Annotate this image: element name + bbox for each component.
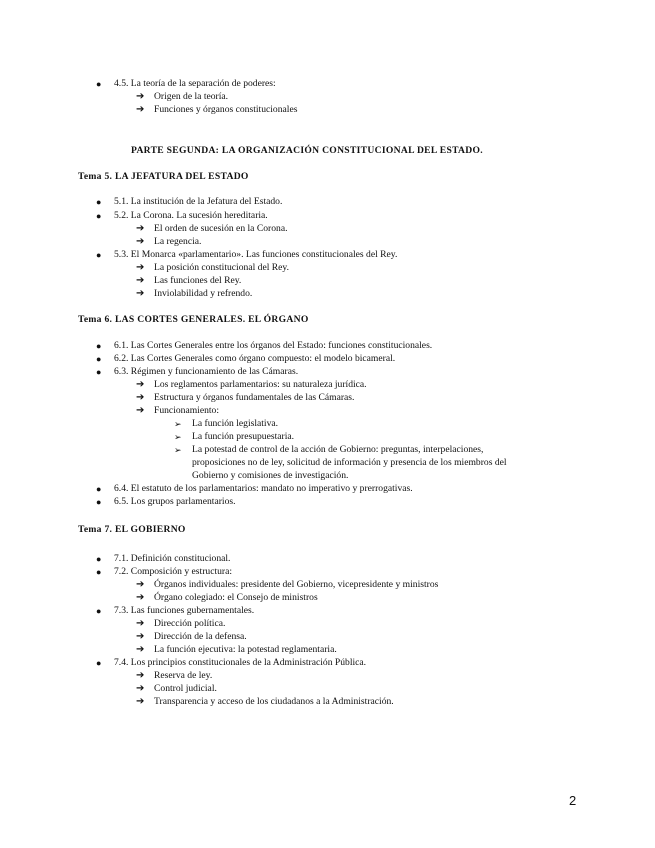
section-7-4-item: Transparencia y acceso de los ciudadanos a la Administración. (154, 696, 394, 707)
arrow-icon: ➔ (136, 379, 145, 390)
arrow-icon: ➔ (136, 696, 145, 707)
section-6-4: 6.4. El estatuto de los parlamentarios: mandato no imperativo y prerrogativas. (114, 483, 413, 494)
page-number: 2 (569, 793, 577, 808)
arrow-icon: ➔ (136, 670, 145, 681)
section-7-2-item: Órgano colegiado: el Consejo de ministros (154, 592, 318, 603)
section-5-3-item: Inviolabilidad y refrendo. (154, 288, 253, 299)
section-5-3-item: Las funciones del Rey. (154, 275, 242, 286)
tema-5-heading: Tema 5. LA JEFATURA DEL ESTADO (78, 171, 249, 182)
arrow-icon: ➔ (136, 592, 145, 603)
bullet-icon: ● (96, 567, 102, 577)
arrow-icon: ➔ (136, 288, 145, 299)
bullet-icon: ● (96, 341, 102, 351)
triangle-bullet-icon: ➢ (174, 419, 182, 429)
section-7-3-item: La función ejecutiva: la potestad reglamentaria. (154, 644, 337, 655)
bullet-icon: ● (96, 211, 102, 221)
section-6-3-subitem: La potestad de control de la acción de Gobierno: preguntas, interpelaciones, (192, 444, 484, 455)
section-6-3-item: Los reglamentos parlamentarios: su naturaleza jurídica. (154, 379, 367, 390)
section-7-3-item: Dirección de la defensa. (154, 631, 247, 642)
bullet-icon: ● (96, 606, 102, 616)
section-6-3-subitem: La función legislativa. (192, 418, 279, 429)
section-6-1: 6.1. Las Cortes Generales entre los órganos del Estado: funciones constitucionales. (114, 340, 433, 351)
bullet-icon: ● (96, 658, 102, 668)
section-7-1: 7.1. Definición constitucional. (114, 553, 231, 564)
section-7-3-item: Dirección política. (154, 618, 226, 629)
triangle-bullet-icon: ➢ (174, 432, 182, 442)
arrow-icon: ➔ (136, 579, 145, 590)
section-5-3: 5.3. El Monarca «parlamentario». Las funciones constitucionales del Rey. (114, 249, 398, 260)
arrow-icon: ➔ (136, 405, 145, 416)
arrow-icon: ➔ (136, 223, 145, 234)
section-5-2: 5.2. La Corona. La sucesión hereditaria. (114, 210, 268, 221)
triangle-bullet-icon: ➢ (174, 445, 182, 455)
section-7-4: 7.4. Los principios constitucionales de la Administración Pública. (114, 657, 367, 668)
section-4-5-item: Funciones y órganos constitucionales (154, 104, 298, 115)
section-6-3-item: Funcionamiento: (154, 405, 220, 416)
arrow-icon: ➔ (136, 683, 145, 694)
arrow-icon: ➔ (136, 104, 145, 115)
section-6-2: 6.2. Las Cortes Generales como órgano compuesto: el modelo bicameral. (114, 353, 396, 364)
section-6-5: 6.5. Los grupos parlamentarios. (114, 496, 236, 507)
bullet-icon: ● (96, 497, 102, 507)
bullet-icon: ● (96, 197, 102, 207)
arrow-icon: ➔ (136, 275, 145, 286)
arrow-icon: ➔ (136, 236, 145, 247)
tema-6-heading: Tema 6. LAS CORTES GENERALES. EL ÓRGANO (78, 314, 309, 325)
section-7-3: 7.3. Las funciones gubernamentales. (114, 605, 255, 616)
arrow-icon: ➔ (136, 262, 145, 273)
section-6-3: 6.3. Régimen y funcionamiento de las Cámaras. (114, 366, 299, 377)
section-7-2: 7.2. Composición y estructura: (114, 566, 233, 577)
section-5-3-item: La posición constitucional del Rey. (154, 262, 289, 273)
bullet-icon: ● (96, 367, 102, 377)
bullet-icon: ● (96, 79, 102, 89)
section-7-4-item: Reserva de ley. (154, 670, 213, 681)
section-5-2-item: La regencia. (154, 236, 202, 247)
arrow-icon: ➔ (136, 631, 145, 642)
arrow-icon: ➔ (136, 392, 145, 403)
section-6-3-subitem-cont: proposiciones no de ley, solicitud de información y presencia de los miembros del (192, 457, 507, 468)
section-7-4-item: Control judicial. (154, 683, 217, 694)
section-4-5: 4.5. La teoría de la separación de poderes: (114, 78, 276, 89)
arrow-icon: ➔ (136, 644, 145, 655)
section-5-1: 5.1. La institución de la Jefatura del Estado. (114, 196, 283, 207)
section-7-2-item: Órganos individuales: presidente del Gobierno, vicepresidente y ministros (154, 579, 439, 590)
bullet-icon: ● (96, 354, 102, 364)
arrow-icon: ➔ (136, 618, 145, 629)
part-heading: PARTE SEGUNDA: LA ORGANIZACIÓN CONSTITUCIONAL DEL ESTADO. (131, 145, 483, 156)
arrow-icon: ➔ (136, 91, 145, 102)
section-6-3-item: Estructura y órganos fundamentales de las Cámaras. (154, 392, 355, 403)
section-6-3-subitem: La función presupuestaria. (192, 431, 295, 442)
bullet-icon: ● (96, 484, 102, 494)
bullet-icon: ● (96, 250, 102, 260)
bullet-icon: ● (96, 554, 102, 564)
section-6-3-subitem-cont: Gobierno y comisiones de investigación. (192, 470, 349, 481)
tema-7-heading: Tema 7. EL GOBIERNO (78, 524, 186, 535)
section-5-2-item: El orden de sucesión en la Corona. (154, 223, 288, 234)
section-4-5-item: Origen de la teoría. (154, 91, 229, 102)
